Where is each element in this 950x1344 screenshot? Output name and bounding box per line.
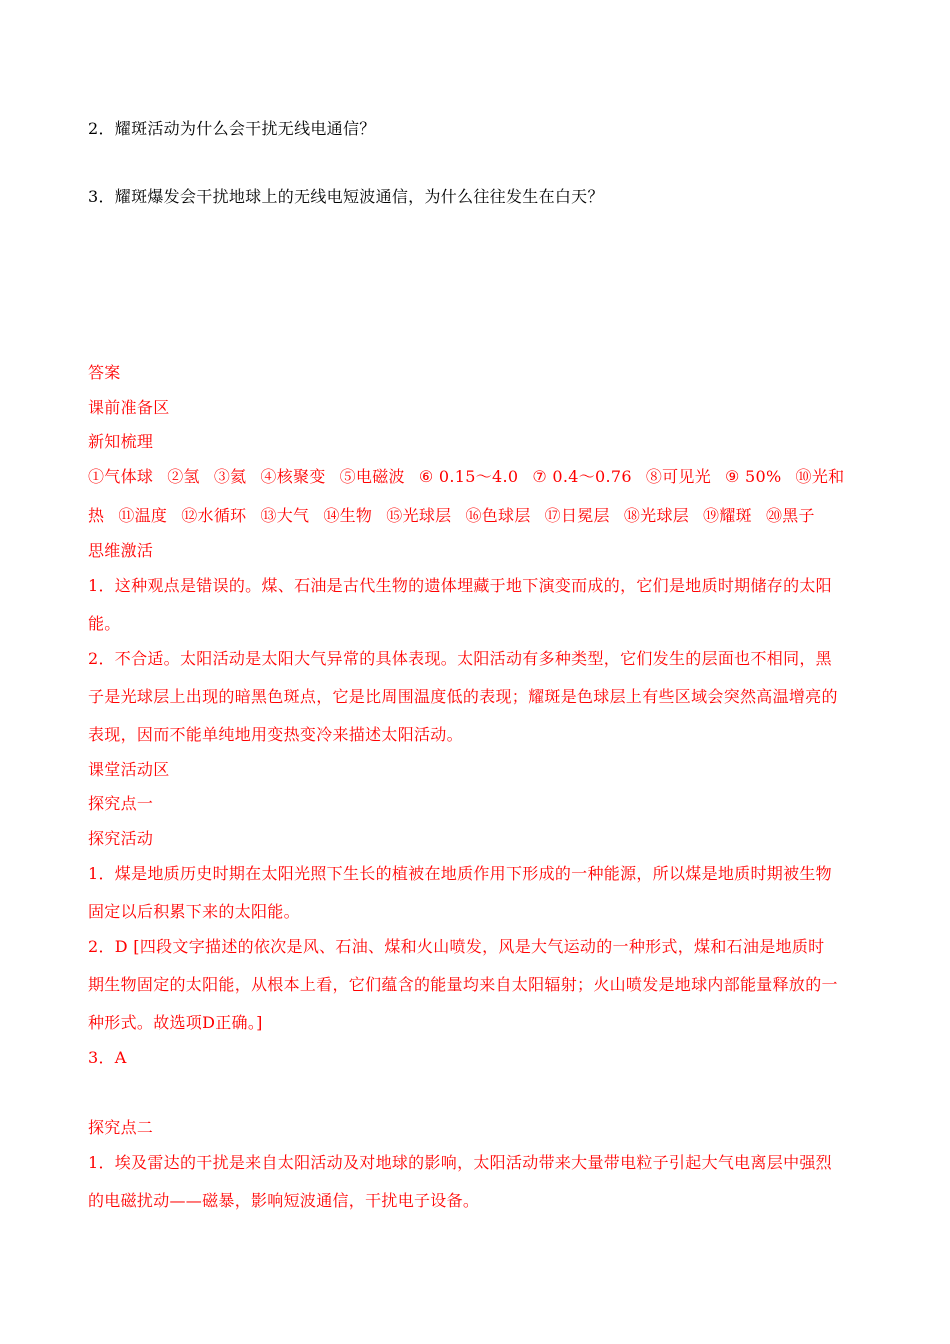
fill-in-item: ④核聚变 [260,467,326,486]
explore-activity: 探究活动 [88,829,154,848]
explore2-answer-1-line-1: 1．埃及雷达的干扰是来自太阳活动及对地球的影响，太阳活动带来大量带电粒子引起大气电离层中强烈 [88,1153,832,1172]
fill-in-item: ⑮光球层 [386,506,452,525]
fill-in-item: ⑰日冕层 [544,506,610,525]
activity-answer-2-line-2: 期生物固定的太阳能，从根本上看，它们蕴含的能量均来自太阳辐射；火山喷发是地球内部能量释放的一 [88,975,838,994]
fill-in-item: ⑨ 50% [725,467,782,486]
question-3: 3．耀斑爆发会干扰地球上的无线电短波通信，为什么往往发生在白天？ [88,187,604,206]
fill-in-item: ⑯色球层 [465,506,531,525]
activity-answer-2-line-3: 种形式。故选项D正确。] [88,1013,263,1032]
fill-in-item: ⑥ 0.15～4.0 [418,467,519,486]
section-pre-class: 课前准备区 [88,398,170,417]
activity-answer-1-line-2: 固定以后积累下来的太阳能。 [88,902,300,921]
fill-in-item: ⑱光球层 [623,506,690,525]
subsection-new-knowledge: 新知梳理 [88,432,154,451]
fill-in-item: ⑧可见光 [645,467,712,486]
activity-answer-3: 3．A [88,1048,127,1067]
fill-in-item: ⑦ 0.4～0.76 [532,467,632,486]
fill-in-item: ⑳黑子 [765,506,815,525]
fill-in-item: ⑩光和 [795,467,845,486]
section-in-class: 课堂活动区 [88,760,170,779]
explore-point-2: 探究点二 [88,1118,154,1137]
fill-in-row-2 [88,505,868,527]
fill-in-item: ②氢 [167,467,200,486]
answers-heading: 答案 [88,363,121,382]
fill-in-item: ③氦 [213,467,247,486]
think-answer-2-line-3: 表现，因而不能单纯地用变热变冷来描述太阳活动。 [88,725,463,744]
fill-in-item: ⑭生物 [323,506,373,525]
think-answer-1-line-2: 能。 [88,614,121,633]
fill-in-item: 热 [88,506,105,525]
subsection-thinking: 思维激活 [88,541,154,560]
activity-answer-1-line-1: 1．煤是地质历史时期在太阳光照下生长的植被在地质作用下形成的一种能源，所以煤是地质时期被生物 [88,864,832,883]
fill-in-item: ⑪温度 [118,506,168,525]
fill-in-item: ⑫水循环 [181,506,247,525]
think-answer-1-line-1: 1．这种观点是错误的。煤、石油是古代生物的遗体埋藏于地下演变而成的，它们是地质时期储存的太阳 [88,576,832,595]
fill-in-item: ⑲耀斑 [703,506,752,525]
think-answer-2-line-2: 子是光球层上出现的暗黑色斑点，它是比周围温度低的表现；耀斑是色球层上有些区域会突然高温增亮的 [88,687,838,706]
fill-in-item: ①气体球 [88,467,154,486]
fill-in-item: ⑤电磁波 [339,467,405,486]
explore2-answer-1-line-2: 的电磁扰动——磁暴，影响短波通信，干扰电子设备。 [88,1191,480,1210]
question-2: 2．耀斑活动为什么会干扰无线电通信？ [88,119,376,138]
fill-in-row-1 [88,466,868,488]
fill-in-item: ⑬大气 [260,506,310,525]
think-answer-2-line-1: 2．不合适。太阳活动是太阳大气异常的具体表现。太阳活动有多种类型，它们发生的层面也不相同，黑 [88,649,832,668]
activity-answer-2-line-1: 2．D [四段文字描述的依次是风、石油、煤和火山喷发，风是大气运动的一种形式，煤和石油是地质时 [88,937,825,956]
explore-point-1: 探究点一 [88,794,154,813]
